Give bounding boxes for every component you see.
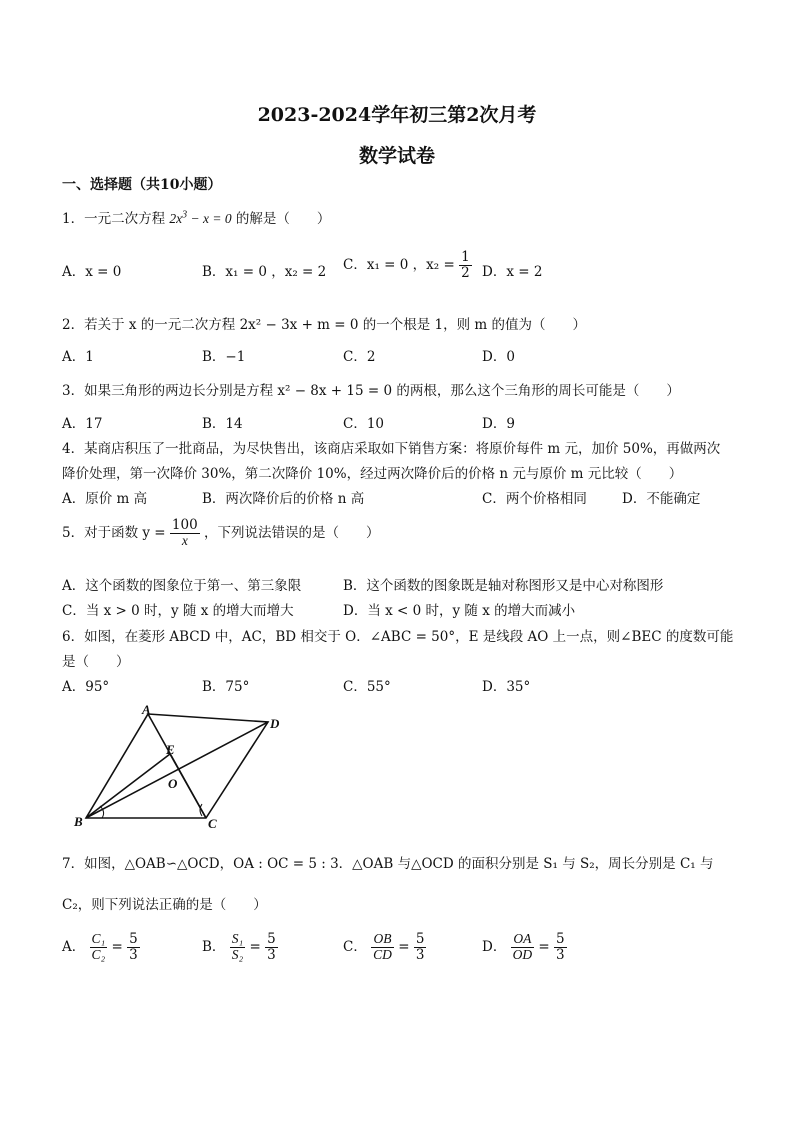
q5-option-c[interactable]: C．当 x > 0 时，y 随 x 的增大而增大: [62, 603, 294, 619]
label-e: E: [166, 742, 175, 757]
equals-sign: =: [538, 938, 550, 955]
frac-den: OD: [512, 946, 533, 962]
question-6-line-1: 6．如图，在菱形 ABCD 中，AC，BD 相交于 O．∠ABC = 50°，E 是线段 AO 上一点，则∠BEC 的度数可能: [62, 629, 734, 645]
q4-option-a[interactable]: A．原价 m 高: [62, 491, 148, 507]
q1-option-c-fraction: [459, 250, 472, 281]
q7-d-right-fraction: [554, 932, 567, 963]
frac-num: S₁: [231, 931, 244, 946]
q1-option-b[interactable]: B．x₁ = 0 ，x₂ = 2: [202, 264, 327, 280]
frac-num: OB: [371, 932, 394, 948]
q2-option-d[interactable]: D．0: [482, 349, 515, 365]
q3-option-c[interactable]: C．10: [343, 416, 385, 432]
q3-option-b[interactable]: B．14: [202, 416, 243, 432]
frac-den: 3: [129, 946, 138, 963]
frac-den: CD: [373, 946, 392, 962]
segment-be: [86, 754, 170, 818]
frac-den: 2: [461, 264, 470, 281]
frac-num: 5: [556, 931, 565, 947]
option-letter: B．: [202, 938, 226, 955]
question-3-stem: 3．如果三角形的两边长分别是方程 x² − 8x + 15 = 0 的两根，那么这个三角形的周长可能是（ ）: [62, 383, 680, 399]
label-o: O: [168, 776, 178, 791]
q3-option-d[interactable]: D．9: [482, 416, 515, 432]
page-subtitle: 数学试卷: [358, 145, 435, 167]
label-d: D: [270, 716, 280, 731]
q6-option-a[interactable]: A．95°: [62, 679, 110, 695]
question-5-stem: [62, 518, 380, 549]
frac-den: x: [181, 532, 188, 548]
q7-c-left-fraction: [371, 932, 394, 963]
frac-num: OA: [511, 932, 535, 948]
frac-den: 3: [415, 946, 425, 963]
question-2-stem: 2．若关于 x 的一元二次方程 2x² − 3x + m = 0 的一个根是 1，则 m 的值为（ ）: [62, 317, 587, 333]
label-b: B: [74, 814, 83, 829]
q2-option-c[interactable]: C．2: [343, 349, 376, 365]
q4-option-d[interactable]: D．不能确定: [622, 491, 701, 507]
q3-option-a[interactable]: A．17: [62, 416, 103, 432]
q7-c-right-fraction: [414, 932, 427, 963]
q7-a-left-fraction: [90, 932, 108, 963]
q1-equation: $2x^3 - x = 0$: [169, 209, 232, 226]
frac-den: S₂: [231, 946, 244, 962]
q5-stem-pre: 5．对于函数 y =: [62, 524, 166, 541]
question-4-line-1: 4．某商店积压了一批商品，为尽快售出，该商店采取如下销售方案：将原价每件 m 元，加价 50%，再做两次: [62, 441, 721, 457]
question-7-line-1: 7．如图，△OAB∽△OCD，OA : OC = 5 : 3．△OAB 与△OCD 的面积分别是 S₁ 与 S₂，周长分别是 C₁ 与: [62, 856, 714, 872]
frac-den: 3: [267, 946, 276, 963]
q6-option-b[interactable]: B．75°: [202, 679, 250, 695]
q7-b-left-fraction: [230, 932, 245, 963]
q7-option-a[interactable]: [62, 932, 140, 963]
frac-num: 5: [129, 931, 138, 947]
q4-option-c[interactable]: C．两个价格相同: [482, 491, 587, 507]
q7-b-right-fraction: [265, 932, 278, 963]
q7-option-b[interactable]: [202, 932, 278, 963]
q1-option-d[interactable]: D．x = 2: [482, 264, 543, 280]
label-a: A: [142, 702, 151, 717]
equals-sign: =: [111, 938, 123, 955]
option-letter: A．: [62, 938, 86, 955]
q6-option-c[interactable]: C．55°: [343, 679, 391, 695]
q5-fraction: [170, 518, 200, 549]
frac-num: 5: [267, 931, 276, 947]
page-title: 2023-2024学年初三第2次月考: [257, 104, 537, 126]
diagonal-bd: [86, 722, 268, 818]
equals-sign: =: [398, 938, 410, 955]
q7-option-d[interactable]: [482, 932, 567, 963]
question-6-line-2: 是（ ）: [62, 654, 130, 670]
rhombus-figure: [70, 702, 300, 834]
question-1-stem: [62, 207, 330, 227]
q6-option-d[interactable]: D．35°: [482, 679, 531, 695]
q5-option-d[interactable]: D．当 x < 0 时，y 随 x 的增大而减小: [343, 603, 576, 619]
question-4-line-2: 降价处理，第一次降价 30%，第二次降价 10%，经过两次降价后的价格 n 元与原价 m 元比较（ ）: [62, 466, 683, 482]
q7-option-c[interactable]: [343, 932, 426, 963]
section-heading: 一、选择题（共10小题）: [62, 177, 222, 193]
q5-option-a[interactable]: A．这个函数的图象位于第一、第三象限: [62, 578, 302, 594]
q2-option-b[interactable]: B．−1: [202, 349, 246, 365]
option-letter: C．: [343, 938, 367, 955]
label-c: C: [208, 816, 217, 831]
q7-a-right-fraction: [127, 932, 140, 963]
option-letter: D．: [482, 938, 507, 955]
q1-stem-pre: 1．一元二次方程: [62, 211, 166, 227]
q5-stem-post: ，下列说法错误的是（ ）: [204, 524, 380, 541]
frac-num: 1: [461, 249, 470, 265]
q5-option-b[interactable]: B．这个函数的图象既是轴对称图形又是中心对称图形: [343, 578, 664, 594]
q1-option-c-text: C．x₁ = 0 ，x₂ =: [343, 256, 455, 273]
frac-den: C₂: [91, 946, 106, 962]
equals-sign: =: [249, 938, 261, 955]
frac-den: 3: [556, 946, 565, 963]
q1-option-c[interactable]: [343, 250, 472, 281]
q2-option-a[interactable]: A．1: [62, 349, 94, 365]
frac-num: 5: [415, 931, 425, 947]
q4-option-b[interactable]: B．两次降价后的价格 n 高: [202, 491, 365, 507]
question-7-line-2: C₂，则下列说法正确的是（ ）: [62, 897, 267, 913]
q1-stem-post: 的解是（ ）: [235, 211, 331, 227]
q1-option-a[interactable]: A．x = 0: [62, 264, 122, 280]
frac-num: C₁: [91, 931, 106, 946]
q7-d-left-fraction: [511, 932, 535, 963]
frac-num: 100: [171, 517, 198, 533]
rhombus-lines: [86, 714, 268, 818]
